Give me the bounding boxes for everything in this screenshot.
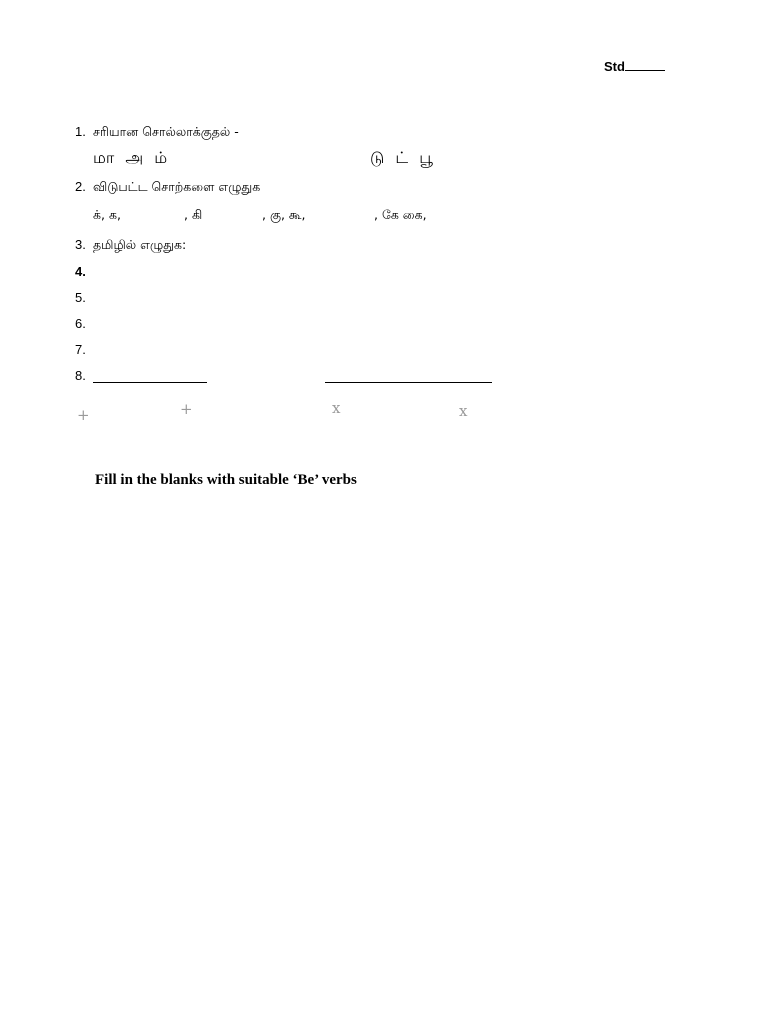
q2-part-3: , கு, கூ,: [262, 207, 306, 222]
std-blank-line: [625, 59, 665, 71]
item-4-number: 4.: [75, 264, 86, 279]
item-8-number: 8.: [75, 368, 86, 383]
q3-number: 3.: [75, 237, 86, 252]
q1-letters-b: டு ட் பூ: [370, 148, 433, 167]
plus-mark-2: +: [180, 400, 193, 418]
section-heading: Fill in the blanks with suitable ‘Be’ verbs: [95, 472, 357, 488]
answer-line-2: [325, 382, 492, 383]
item-7-number: 7.: [75, 342, 86, 357]
std-field: [604, 59, 665, 74]
std-label: Std: [604, 59, 625, 74]
q2-text: விடுபட்ட சொற்களை எழுதுக: [93, 179, 261, 194]
cross-mark-1: x: [332, 399, 341, 417]
cross-mark-2: x: [459, 402, 468, 420]
q2-part-1: க், க,: [93, 207, 121, 222]
answer-line-1: [93, 382, 207, 383]
q2-part-2: , கி: [184, 207, 203, 222]
item-5-number: 5.: [75, 290, 86, 305]
item-6-number: 6.: [75, 316, 86, 331]
q2-number: 2.: [75, 179, 86, 194]
q1-number: 1.: [75, 124, 86, 139]
plus-mark-1: +: [77, 406, 90, 424]
q1-text: சரியான சொல்லாக்குதல் -: [93, 124, 239, 139]
q1-letters-a: மா அ ம்: [93, 148, 168, 167]
q3-text: தமிழில் எழுதுக:: [93, 237, 187, 252]
q2-part-4: , கே கை,: [374, 207, 427, 222]
